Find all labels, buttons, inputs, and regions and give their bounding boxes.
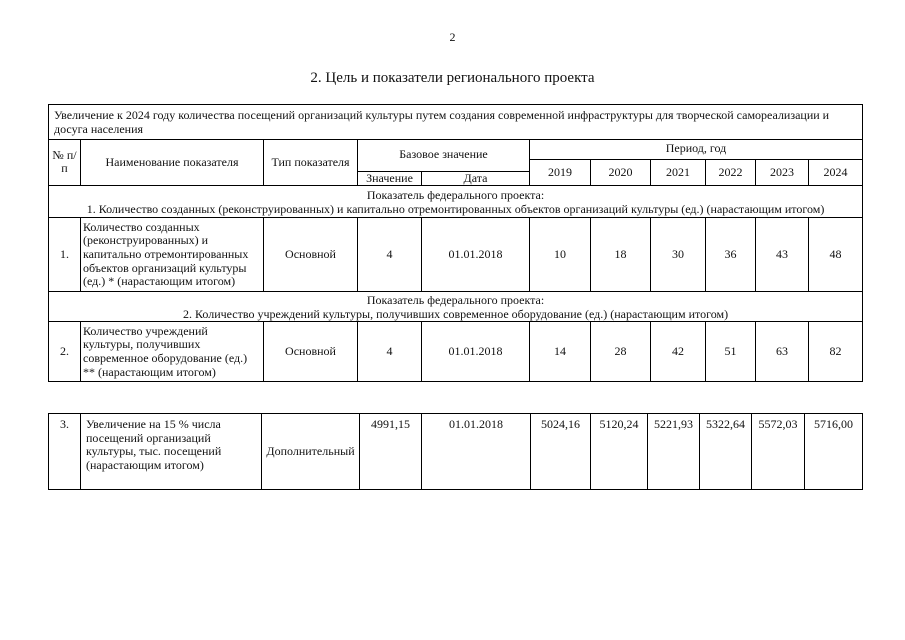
row-3-num: 3. xyxy=(49,414,81,490)
year-2024: 2024 xyxy=(809,159,863,186)
row-2-name: Количество учреждений культуры, получивших современное оборудование (ед.) ** (нарастающим итогом) xyxy=(81,322,264,382)
page-number: 2 xyxy=(449,30,456,44)
row-3-type: Дополнительный xyxy=(262,414,360,490)
row-1-type: Основной xyxy=(264,218,358,292)
row-1-y2023: 43 xyxy=(756,218,809,292)
table-row xyxy=(49,322,863,382)
row-3-value: 4991,15 xyxy=(360,414,422,490)
row-2-y2022: 51 xyxy=(706,322,756,382)
year-2021: 2021 xyxy=(651,159,706,186)
row-1-value: 4 xyxy=(358,218,422,292)
row-2-type: Основной xyxy=(264,322,358,382)
section-1-header xyxy=(49,186,863,218)
year-2019: 2019 xyxy=(530,159,591,186)
row-3-name: Увеличение на 15 % числа посещений организаций культуры, тыс. посещений (нарастающим итогом) xyxy=(81,414,262,490)
row-3-y2019: 5024,16 xyxy=(531,414,591,490)
header-name: Наименование показателя xyxy=(81,139,264,186)
row-3-y2023: 5572,03 xyxy=(752,414,805,490)
header-type: Тип показателя xyxy=(264,139,358,186)
row-1-num: 1. xyxy=(49,218,81,292)
indicators-table-continued xyxy=(48,413,863,490)
row-2-y2020: 28 xyxy=(591,322,651,382)
header-period: Период, год xyxy=(530,139,863,159)
row-1-y2022: 36 xyxy=(706,218,756,292)
row-2-date: 01.01.2018 xyxy=(422,322,530,382)
row-2-y2019: 14 xyxy=(530,322,591,382)
year-2022: 2022 xyxy=(706,159,756,186)
row-3-y2024: 5716,00 xyxy=(805,414,863,490)
row-3-date: 01.01.2018 xyxy=(422,414,531,490)
header-base: Базовое значение xyxy=(358,139,530,171)
row-1-name: Количество созданных (реконструированных) и капитально отремонтированных объектов организаций культуры (ед.) * (нарастающим итогом) xyxy=(81,218,264,292)
row-1-y2020: 18 xyxy=(591,218,651,292)
section-2-line2: 2. Количество учреждений культуры, получивших современное оборудование (ед.) (нарастающим итогом) xyxy=(182,306,729,321)
row-1-y2024: 48 xyxy=(809,218,863,292)
year-2023: 2023 xyxy=(756,159,809,186)
header-base-value: Значение xyxy=(358,171,422,186)
row-1-date: 01.01.2018 xyxy=(422,218,530,292)
section-title: 2. Цель и показатели регионального проекта xyxy=(310,70,595,86)
header-base-date: Дата xyxy=(422,171,530,186)
row-3-y2020: 5120,24 xyxy=(591,414,648,490)
section-1-line1: Показатель федерального проекта: xyxy=(366,187,545,202)
table-row xyxy=(49,218,863,292)
row-2-y2024: 82 xyxy=(809,322,863,382)
section-2-header xyxy=(49,292,863,322)
row-3-y2022: 5322,64 xyxy=(700,414,752,490)
table-row xyxy=(49,414,863,490)
row-3-y2021: 5221,93 xyxy=(648,414,700,490)
row-2-y2021: 42 xyxy=(651,322,706,382)
goal-cell: Увеличение к 2024 году количества посещений организаций культуры путем создания современной инфраструктуры для творческой самореализации и досуга населения xyxy=(49,105,863,140)
section-1-line2: 1. Количество созданных (реконструированных) и капитально отремонтированных объектов организаций культуры (ед.) (нарастающим итогом) xyxy=(86,201,825,216)
header-num: № п/п xyxy=(49,139,81,186)
year-2020: 2020 xyxy=(591,159,651,186)
row-1-y2019: 10 xyxy=(530,218,591,292)
row-2-y2023: 63 xyxy=(756,322,809,382)
row-2-value: 4 xyxy=(358,322,422,382)
section-2-line1: Показатель федерального проекта: xyxy=(366,292,545,307)
row-1-y2021: 30 xyxy=(651,218,706,292)
row-2-num: 2. xyxy=(49,322,81,382)
indicators-table xyxy=(48,104,863,382)
